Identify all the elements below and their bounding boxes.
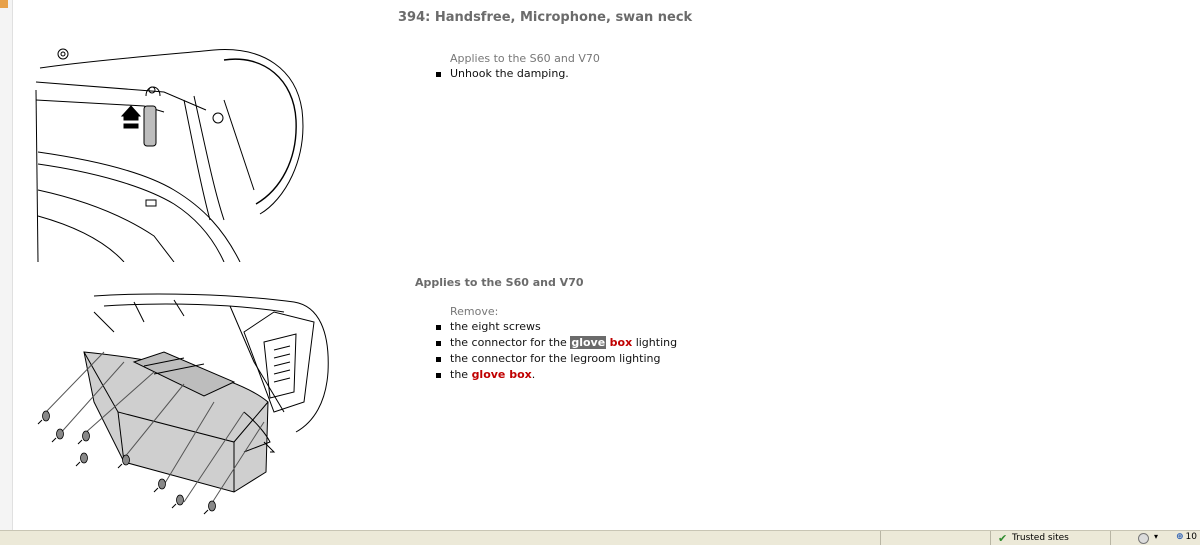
status-bar (0, 530, 1200, 545)
search-highlight-glove-box: glove box (471, 368, 532, 381)
search-highlight-box: box (609, 336, 633, 349)
corner-marker (0, 0, 8, 8)
damping-illustration (34, 40, 330, 262)
search-highlight-glove: glove (571, 336, 606, 349)
zoom-level[interactable] (1176, 532, 1197, 542)
zoom-icon: ⊕ (1176, 532, 1184, 542)
security-zone[interactable]: Trusted sites (1012, 533, 1069, 543)
list-item: Unhook the damping. (436, 66, 600, 82)
list-item (436, 367, 677, 383)
list-text: . (531, 368, 536, 381)
list-text: the connector for the (450, 336, 571, 349)
list-item: the connector for the legroom lighting (436, 351, 677, 367)
step-2-list (436, 319, 677, 383)
page-title: 394: Handsfree, Microphone, swan neck (398, 10, 693, 25)
list-text: lighting (632, 336, 678, 349)
step-2 (450, 305, 677, 383)
list-item (436, 335, 677, 351)
step-2-heading: Applies to the S60 and V70 (415, 276, 584, 289)
step-1-list (436, 66, 600, 82)
zoom-value: 10 (1185, 532, 1197, 542)
left-margin-rule (0, 0, 13, 530)
step-1-applies: Applies to the S60 and V70 (450, 52, 600, 65)
glove-box-illustration (34, 292, 334, 518)
list-item: the eight screws (436, 319, 677, 335)
step-2-intro: Remove: (450, 305, 499, 318)
protected-mode-icon[interactable] (1138, 533, 1149, 544)
trusted-check-icon: ✔ (998, 532, 1008, 545)
chevron-down-icon[interactable]: ▾ (1154, 532, 1159, 541)
list-text: the (450, 368, 472, 381)
status-cell (880, 531, 991, 545)
step-1 (450, 52, 600, 82)
